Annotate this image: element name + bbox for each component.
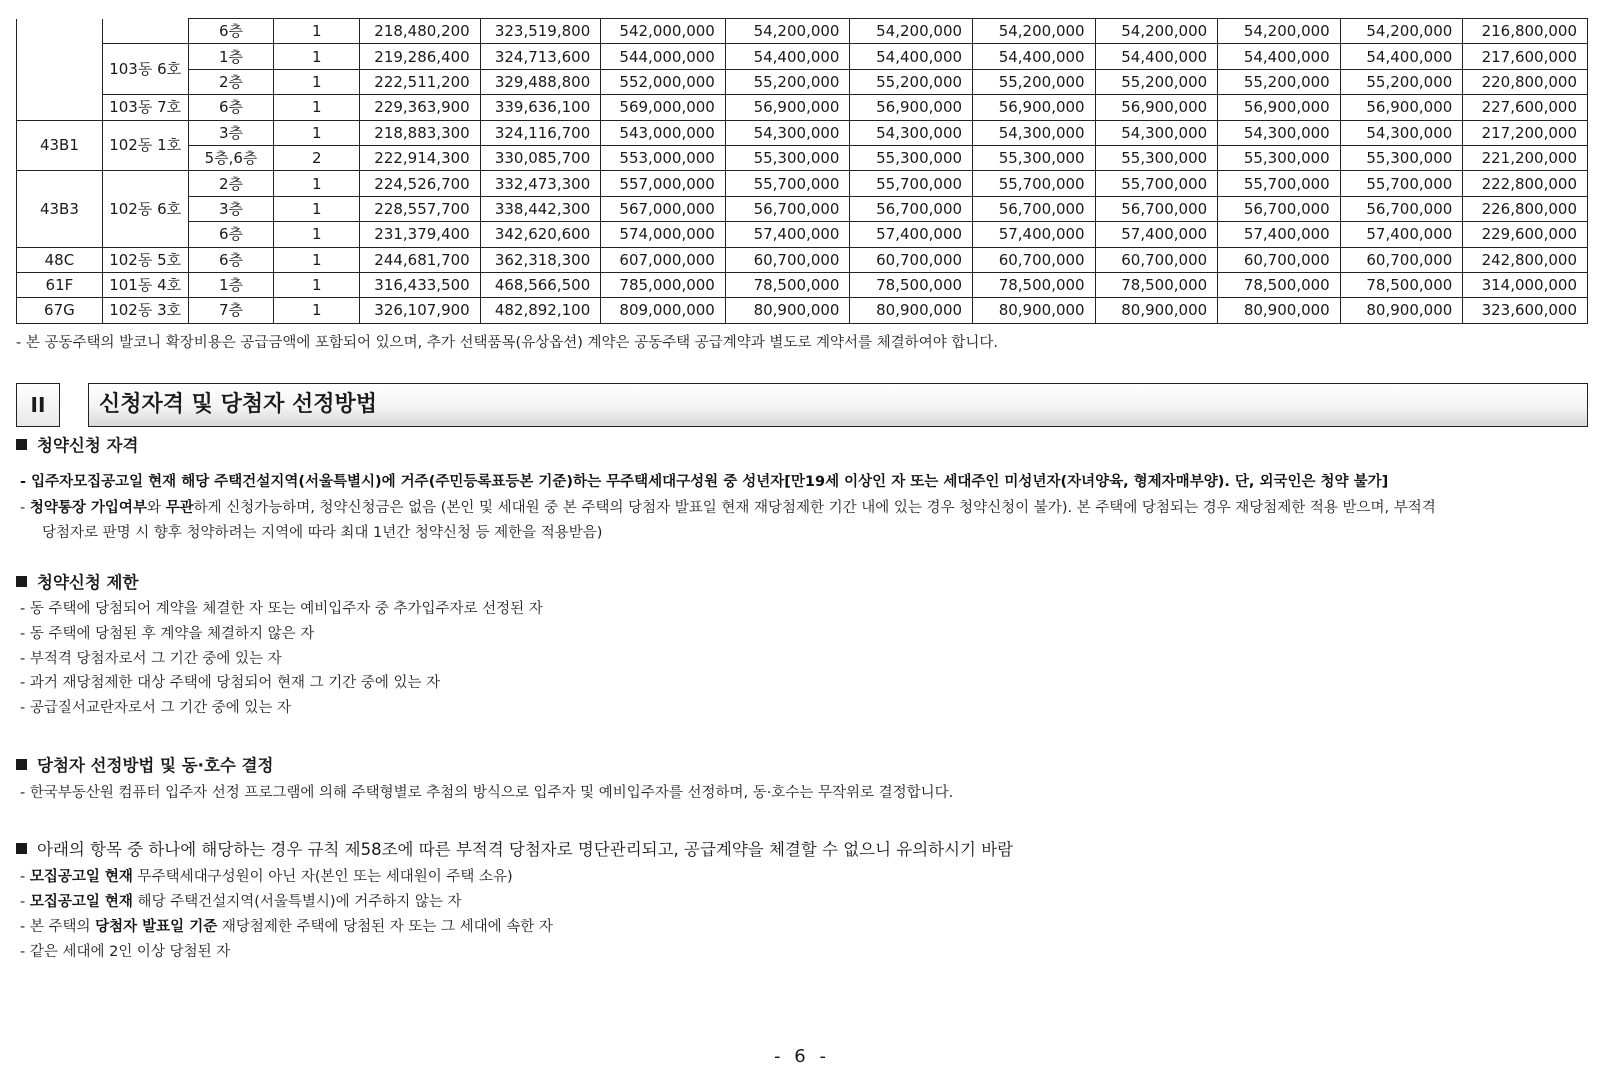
ineligible-item: - 같은 세대에 2인 이상 당첨된 자 <box>20 944 231 960</box>
cell-amount: 55,700,000 <box>973 171 1096 196</box>
cell-amount: 56,700,000 <box>1218 196 1341 221</box>
cell-house-type: 43B1 <box>17 120 103 171</box>
restriction-heading: 청약신청 제한 <box>16 569 138 593</box>
cell-amount: 55,700,000 <box>1095 171 1218 196</box>
cell-amount: 362,318,300 <box>480 247 601 272</box>
cell-floor: 5층,6층 <box>188 145 274 170</box>
cell-amount: 78,500,000 <box>1340 272 1463 297</box>
cell-amount: 60,700,000 <box>1095 247 1218 272</box>
cell-amount: 55,300,000 <box>725 145 850 170</box>
ineligible-item: - 모집공고일 현재 해당 주택건설지역(서울특별시)에 거주하지 않는 자 <box>20 894 462 910</box>
cell-house-type: 43B3 <box>17 171 103 247</box>
cell-amount: 323,600,000 <box>1463 298 1588 323</box>
cell-amount: 80,900,000 <box>1095 298 1218 323</box>
cell-amount: 55,700,000 <box>1218 171 1341 196</box>
cell-amount: 316,433,500 <box>360 272 481 297</box>
cell-amount: 242,800,000 <box>1463 247 1588 272</box>
cell-amount: 78,500,000 <box>850 272 973 297</box>
square-bullet-icon <box>16 759 27 770</box>
qualification-heading: 청약신청 자격 <box>16 432 138 456</box>
cell-amount: 569,000,000 <box>601 95 726 120</box>
cell-amount: 54,400,000 <box>850 44 973 69</box>
cell-floor: 3층 <box>188 120 274 145</box>
cell-amount: 60,700,000 <box>1340 247 1463 272</box>
cell-amount: 80,900,000 <box>1340 298 1463 323</box>
cell-amount: 217,600,000 <box>1463 44 1588 69</box>
cell-amount: 57,400,000 <box>1095 222 1218 247</box>
cell-amount: 55,200,000 <box>850 69 973 94</box>
cell-amount: 323,519,800 <box>480 19 601 44</box>
table-row <box>17 69 1588 94</box>
cell-amount: 54,400,000 <box>1340 44 1463 69</box>
restriction-item: - 부적격 당첨자로서 그 기간 중에 있는 자 <box>20 651 282 667</box>
cell-amount: 54,300,000 <box>725 120 850 145</box>
cell-floor: 7층 <box>188 298 274 323</box>
cell-amount: 785,000,000 <box>601 272 726 297</box>
cell-amount: 226,800,000 <box>1463 196 1588 221</box>
cell-amount: 54,200,000 <box>1340 19 1463 44</box>
section-number: II <box>16 383 60 427</box>
cell-amount: 222,914,300 <box>360 145 481 170</box>
cell-floor: 6층 <box>188 95 274 120</box>
cell-amount: 332,473,300 <box>480 171 601 196</box>
cell-amount: 54,300,000 <box>1218 120 1341 145</box>
cell-units: 1 <box>274 19 360 44</box>
cell-units: 1 <box>274 247 360 272</box>
cell-amount: 54,400,000 <box>973 44 1096 69</box>
cell-amount: 338,442,300 <box>480 196 601 221</box>
cell-amount: 218,480,200 <box>360 19 481 44</box>
cell-amount: 54,400,000 <box>1095 44 1218 69</box>
cell-amount: 56,700,000 <box>850 196 973 221</box>
cell-amount: 78,500,000 <box>1095 272 1218 297</box>
cell-house-type: 48C <box>17 247 103 272</box>
cell-units: 1 <box>274 298 360 323</box>
cell-amount: 54,300,000 <box>850 120 973 145</box>
cell-amount: 224,526,700 <box>360 171 481 196</box>
cell-amount: 54,200,000 <box>973 19 1096 44</box>
cell-amount: 55,300,000 <box>973 145 1096 170</box>
cell-units: 1 <box>274 69 360 94</box>
cell-amount: 220,800,000 <box>1463 69 1588 94</box>
cell-amount: 56,900,000 <box>973 95 1096 120</box>
cell-amount: 329,488,800 <box>480 69 601 94</box>
table-row <box>17 171 1588 196</box>
cell-units: 1 <box>274 44 360 69</box>
cell-amount: 244,681,700 <box>360 247 481 272</box>
cell-units: 1 <box>274 222 360 247</box>
cell-amount: 55,200,000 <box>1340 69 1463 94</box>
cell-amount: 80,900,000 <box>850 298 973 323</box>
cell-amount: 468,566,500 <box>480 272 601 297</box>
cell-units: 1 <box>274 272 360 297</box>
cell-building-unit: 103동 7호 <box>102 95 188 120</box>
cell-amount: 56,900,000 <box>1340 95 1463 120</box>
square-bullet-icon <box>16 439 27 450</box>
selection-line: - 한국부동산원 컴퓨터 입주자 선정 프로그램에 의해 주택형별로 추첨의 방식으로 입주자 및 예비입주자를 선정하며, 동·호수는 무작위로 결정합니다. <box>20 785 954 801</box>
cell-amount: 222,511,200 <box>360 69 481 94</box>
page-number: - 6 - <box>774 1046 830 1067</box>
cell-house-type <box>17 19 103 121</box>
cell-building-unit: 102동 3호 <box>102 298 188 323</box>
cell-building-unit <box>102 19 188 44</box>
cell-building-unit: 102동 6호 <box>102 171 188 247</box>
cell-amount: 54,200,000 <box>850 19 973 44</box>
restriction-item: - 동 주택에 당첨된 후 계약을 체결하지 않은 자 <box>20 626 315 642</box>
cell-amount: 809,000,000 <box>601 298 726 323</box>
square-bullet-icon <box>16 576 27 587</box>
cell-amount: 553,000,000 <box>601 145 726 170</box>
restriction-item: - 공급질서교란자로서 그 기간 중에 있는 자 <box>20 700 292 716</box>
ineligible-item: - 본 주택의 당첨자 발표일 기준 재당첨제한 주택에 당첨된 자 또는 그 세대에 속한 자 <box>20 919 553 935</box>
cell-house-type: 61F <box>17 272 103 297</box>
cell-amount: 57,400,000 <box>725 222 850 247</box>
cell-amount: 56,900,000 <box>725 95 850 120</box>
cell-amount: 55,300,000 <box>850 145 973 170</box>
cell-amount: 543,000,000 <box>601 120 726 145</box>
table-row <box>17 272 1588 297</box>
cell-amount: 55,300,000 <box>1095 145 1218 170</box>
table-row <box>17 298 1588 323</box>
price-table <box>16 18 1588 324</box>
cell-building-unit: 103동 6호 <box>102 44 188 95</box>
cell-floor: 1층 <box>188 44 274 69</box>
square-bullet-icon <box>16 843 27 854</box>
ineligible-item: - 모집공고일 현재 무주택세대구성원이 아닌 자(본인 또는 세대원이 주택 소유) <box>20 869 513 885</box>
cell-amount: 60,700,000 <box>725 247 850 272</box>
cell-amount: 54,300,000 <box>1340 120 1463 145</box>
cell-floor: 6층 <box>188 19 274 44</box>
cell-amount: 229,600,000 <box>1463 222 1588 247</box>
cell-building-unit: 101동 4호 <box>102 272 188 297</box>
cell-building-unit: 102동 1호 <box>102 120 188 171</box>
cell-amount: 54,300,000 <box>1095 120 1218 145</box>
table-row <box>17 95 1588 120</box>
cell-amount: 544,000,000 <box>601 44 726 69</box>
section-title: 신청자격 및 당첨자 선정방법 <box>88 383 1588 427</box>
cell-units: 1 <box>274 120 360 145</box>
table-row <box>17 247 1588 272</box>
restriction-item: - 과거 재당첨제한 대상 주택에 당첨되어 현재 그 기간 중에 있는 자 <box>20 675 441 691</box>
cell-amount: 54,200,000 <box>1095 19 1218 44</box>
qualification-line-2-cont: 당첨자로 판명 시 향후 청약하려는 지역에 따라 최대 1년간 청약신청 등 제한을 적용받음) <box>42 525 603 541</box>
cell-amount: 54,400,000 <box>725 44 850 69</box>
cell-amount: 482,892,100 <box>480 298 601 323</box>
cell-amount: 55,700,000 <box>1340 171 1463 196</box>
cell-amount: 60,700,000 <box>850 247 973 272</box>
cell-house-type: 67G <box>17 298 103 323</box>
cell-amount: 218,883,300 <box>360 120 481 145</box>
cell-amount: 216,800,000 <box>1463 19 1588 44</box>
cell-amount: 54,300,000 <box>973 120 1096 145</box>
cell-floor: 2층 <box>188 171 274 196</box>
cell-amount: 80,900,000 <box>1218 298 1341 323</box>
cell-amount: 567,000,000 <box>601 196 726 221</box>
cell-amount: 55,700,000 <box>850 171 973 196</box>
cell-floor: 6층 <box>188 247 274 272</box>
cell-units: 1 <box>274 171 360 196</box>
cell-amount: 55,300,000 <box>1218 145 1341 170</box>
cell-amount: 60,700,000 <box>973 247 1096 272</box>
cell-amount: 314,000,000 <box>1463 272 1588 297</box>
cell-amount: 57,400,000 <box>1340 222 1463 247</box>
cell-amount: 231,379,400 <box>360 222 481 247</box>
cell-amount: 557,000,000 <box>601 171 726 196</box>
balcony-note: - 본 공동주택의 발코니 확장비용은 공급금액에 포함되어 있으며, 추가 선택품목(유상옵션) 계약은 공동주택 공급계약과 별도로 계약서를 체결하여야 합니다. <box>16 335 998 351</box>
cell-amount: 330,085,700 <box>480 145 601 170</box>
cell-amount: 55,200,000 <box>725 69 850 94</box>
cell-amount: 324,713,600 <box>480 44 601 69</box>
cell-building-unit: 102동 5호 <box>102 247 188 272</box>
cell-amount: 607,000,000 <box>601 247 726 272</box>
cell-amount: 55,300,000 <box>1340 145 1463 170</box>
cell-floor: 1층 <box>188 272 274 297</box>
cell-amount: 78,500,000 <box>973 272 1096 297</box>
cell-amount: 60,700,000 <box>1218 247 1341 272</box>
cell-amount: 552,000,000 <box>601 69 726 94</box>
cell-floor: 3층 <box>188 196 274 221</box>
cell-amount: 55,200,000 <box>1095 69 1218 94</box>
cell-floor: 6층 <box>188 222 274 247</box>
cell-amount: 228,557,700 <box>360 196 481 221</box>
cell-amount: 56,900,000 <box>850 95 973 120</box>
cell-amount: 55,700,000 <box>725 171 850 196</box>
cell-amount: 542,000,000 <box>601 19 726 44</box>
cell-amount: 56,700,000 <box>725 196 850 221</box>
table-row <box>17 19 1588 44</box>
cell-amount: 54,200,000 <box>1218 19 1341 44</box>
table-row <box>17 222 1588 247</box>
cell-amount: 78,500,000 <box>725 272 850 297</box>
table-row <box>17 145 1588 170</box>
cell-amount: 56,700,000 <box>1340 196 1463 221</box>
cell-amount: 324,116,700 <box>480 120 601 145</box>
cell-amount: 80,900,000 <box>973 298 1096 323</box>
cell-amount: 342,620,600 <box>480 222 601 247</box>
cell-units: 1 <box>274 95 360 120</box>
cell-amount: 574,000,000 <box>601 222 726 247</box>
price-table-body <box>17 19 1588 324</box>
table-row <box>17 196 1588 221</box>
selection-heading: 당첨자 선정방법 및 동·호수 결정 <box>16 752 273 776</box>
cell-amount: 222,800,000 <box>1463 171 1588 196</box>
table-row <box>17 44 1588 69</box>
cell-amount: 56,900,000 <box>1218 95 1341 120</box>
restriction-item: - 동 주택에 당첨되어 계약을 체결한 자 또는 예비입주자 중 추가입주자로 선정된 자 <box>20 601 543 617</box>
cell-amount: 56,700,000 <box>973 196 1096 221</box>
cell-amount: 55,200,000 <box>1218 69 1341 94</box>
cell-units: 1 <box>274 196 360 221</box>
cell-amount: 56,700,000 <box>1095 196 1218 221</box>
cell-amount: 80,900,000 <box>725 298 850 323</box>
cell-amount: 54,400,000 <box>1218 44 1341 69</box>
cell-amount: 229,363,900 <box>360 95 481 120</box>
cell-amount: 219,286,400 <box>360 44 481 69</box>
cell-amount: 326,107,900 <box>360 298 481 323</box>
cell-amount: 217,200,000 <box>1463 120 1588 145</box>
cell-amount: 57,400,000 <box>850 222 973 247</box>
cell-amount: 221,200,000 <box>1463 145 1588 170</box>
cell-units: 2 <box>274 145 360 170</box>
cell-amount: 227,600,000 <box>1463 95 1588 120</box>
ineligible-heading: 아래의 항목 중 하나에 해당하는 경우 규칙 제58조에 따른 부적격 당첨자로 명단관리되고, 공급계약을 체결할 수 없으니 유의하시기 바람 <box>16 836 1013 860</box>
cell-amount: 57,400,000 <box>973 222 1096 247</box>
cell-amount: 78,500,000 <box>1218 272 1341 297</box>
cell-amount: 55,200,000 <box>973 69 1096 94</box>
cell-amount: 56,900,000 <box>1095 95 1218 120</box>
cell-floor: 2층 <box>188 69 274 94</box>
table-row <box>17 120 1588 145</box>
qualification-line-2: - 청약통장 가입여부와 무관하게 신청가능하며, 청약신청금은 없음 (본인 및 세대원 중 본 주택의 당첨자 발표일 현재 재당첨제한 기간 내에 있는 경우 청약신청이 불가). 본 주택에 당첨되는 경우 재당첨제한 적용 받으며, 부적격 <box>20 500 1436 516</box>
cell-amount: 57,400,000 <box>1218 222 1341 247</box>
cell-amount: 54,200,000 <box>725 19 850 44</box>
cell-amount: 339,636,100 <box>480 95 601 120</box>
qualification-line-1: - 입주자모집공고일 현재 해당 주택건설지역(서울특별시)에 거주(주민등록표등본 기준)하는 무주택세대구성원 중 성년자[만19세 이상인 자 또는 세대주인 미성년자(자녀양육, 형제자매부양). 단, 외국인은 청약 불가] <box>20 474 1389 490</box>
